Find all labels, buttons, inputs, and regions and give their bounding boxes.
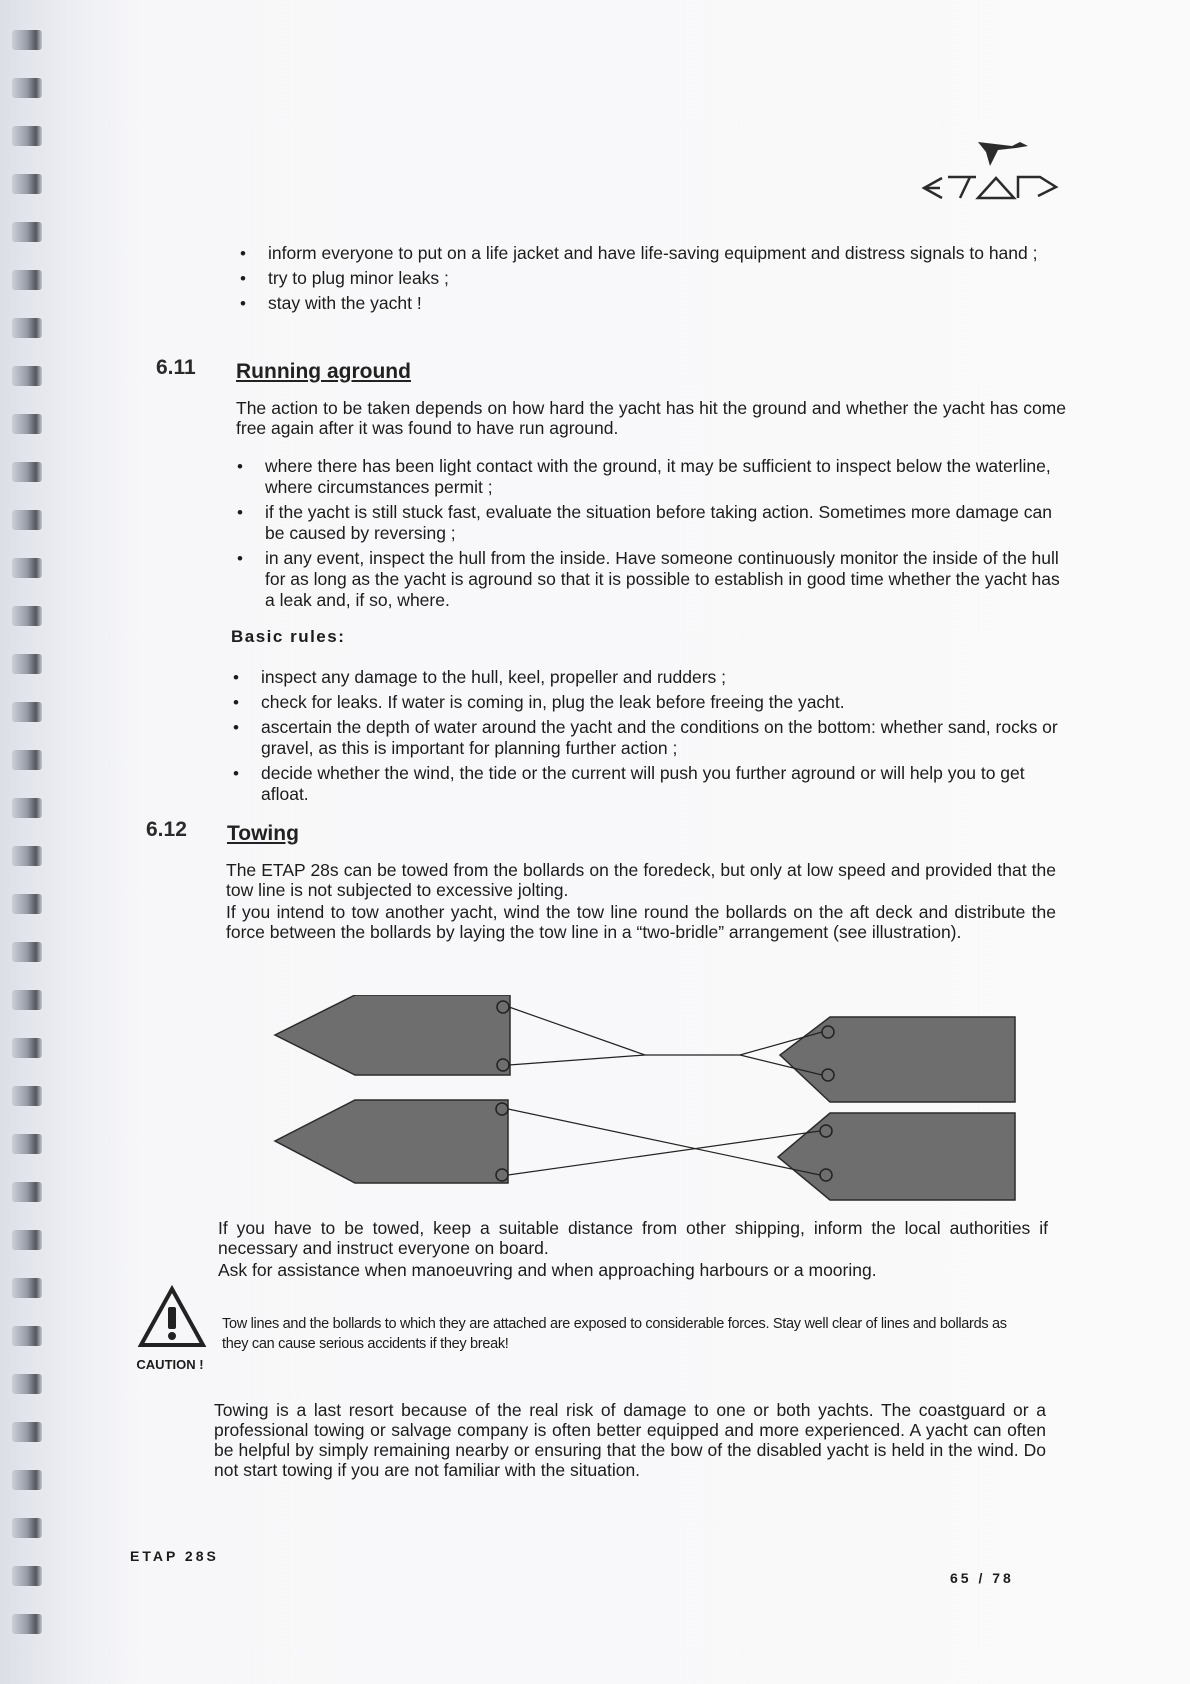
list-item: • in any event, inspect the hull from the inside. Have someone continuously monitor the inside of the hull for as long as the yacht is aground so that it is possible to establish in good time whether the yacht has a leak and, if so, where. [233, 548, 1063, 611]
bollard [822, 1026, 834, 1038]
running-aground-intro: The action to be taken depends on how hard the yacht has hit the ground and whether the yacht has come free again after it was found to have run aground. [236, 398, 1066, 438]
list-item: • stay with the yacht ! [236, 293, 1066, 314]
intro-bullet-list [236, 243, 1066, 318]
bollard [496, 1103, 508, 1115]
caution-label: CAUTION ! [136, 1357, 204, 1372]
section-title-towing: Towing [227, 822, 299, 845]
bollard [497, 1001, 509, 1013]
running-aground-bullet-list [233, 456, 1063, 615]
towing-bridle-diagram [270, 995, 1020, 1210]
towing-para-3: If you have to be towed, keep a suitable distance from other shipping, inform the local authorities if necessary and instruct everyone on board. [218, 1218, 1048, 1258]
towing-para-4: Ask for assistance when manoeuvring and when approaching harbours or a mooring. [218, 1260, 877, 1280]
basic-rules-list [229, 667, 1059, 809]
towing-para-5: Towing is a last resort because of the real risk of damage to one or both yachts. The coastguard or a professional towing or salvage company is often better equipped and more experienced. A yacht can often be helpful by simply remaining nearby or ensuring that the bow of the disabled yacht is held in the wind. Do not start towing if you are not familiar with the situation. [214, 1400, 1046, 1480]
list-item: • try to plug minor leaks ; [236, 268, 1066, 289]
basic-rules-heading: Basic rules: [231, 627, 346, 646]
list-item: • if the yacht is still stuck fast, evaluate the situation before taking action. Sometimes more damage can be caused by reversing ; [233, 502, 1063, 544]
list-item: • where there has been light contact with the ground, it may be sufficient to inspect below the waterline, where circumstances permit ; [233, 456, 1063, 498]
towing-para-2: If you intend to tow another yacht, wind the tow line round the bollards on the aft deck and distribute the force between the bollards by laying the tow line in a “two-bridle” arrangement (see illustration). [226, 902, 1056, 942]
bollard [497, 1059, 509, 1071]
towing-yacht-hull-top-left [275, 995, 510, 1075]
section-number-611: 6.11 [156, 356, 196, 379]
warning-triangle-icon [137, 1285, 207, 1350]
bollard [822, 1069, 834, 1081]
section-title-running-aground: Running aground [236, 360, 411, 383]
bollard [820, 1169, 832, 1181]
caution-text: Tow lines and the bollards to which they are attached are exposed to considerable forces. Stay well clear of lines and bollards as they can cause serious accidents if they break! [222, 1316, 1007, 1352]
footer-model: ETAP 28S [130, 1548, 219, 1564]
tow-line [509, 1055, 645, 1065]
towing-yacht-hull-bottom-left [275, 1100, 508, 1183]
list-item: • ascertain the depth of water around the yacht and the conditions on the bottom: whether sand, rocks or gravel, as this is important for planning further action ; [229, 717, 1059, 759]
bollard [496, 1169, 508, 1181]
tow-line [509, 1007, 645, 1055]
list-item: • inform everyone to put on a life jacket and have life-saving equipment and distress signals to hand ; [236, 243, 1066, 264]
caution-block [125, 1285, 205, 1380]
towing-para-1: The ETAP 28s can be towed from the bollards on the foredeck, but only at low speed and provided that the tow line is not subjected to excessive jolting. [226, 860, 1056, 900]
list-item: • check for leaks. If water is coming in, plug the leak before freeing the yacht. [229, 692, 1059, 713]
towed-yacht-hull-bottom-right [778, 1113, 1015, 1200]
towed-yacht-hull-top-right [780, 1017, 1015, 1102]
tow-line [508, 1109, 820, 1175]
tow-line [508, 1131, 820, 1175]
bollard [820, 1125, 832, 1137]
list-item: • decide whether the wind, the tide or the current will push you further aground or will help you to get afloat. [229, 763, 1059, 805]
footer-page-number: 65 / 78 [950, 1570, 1014, 1586]
list-item: • inspect any damage to the hull, keel, propeller and rudders ; [229, 667, 1059, 688]
section-number-612: 6.12 [146, 818, 187, 841]
